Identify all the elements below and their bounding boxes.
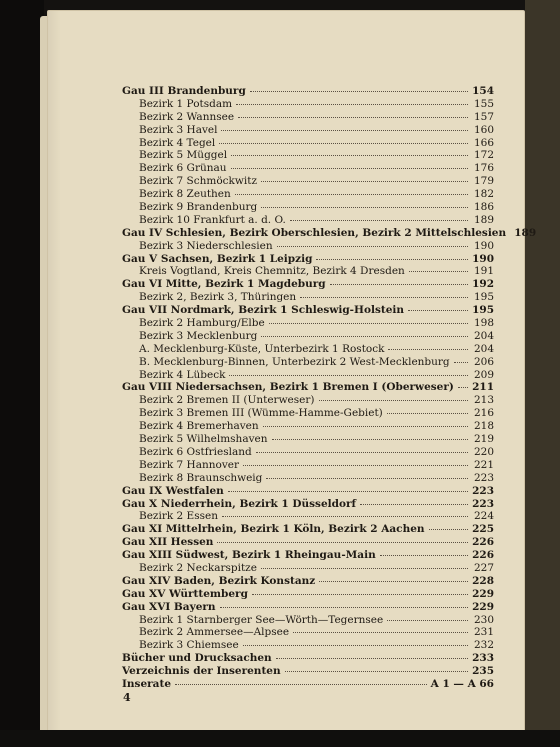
toc-entry-title: Bezirk 2, Bezirk 3, Thüringen <box>139 291 297 304</box>
dot-leader <box>272 438 469 440</box>
toc-entry <box>122 523 494 536</box>
dot-leader <box>221 129 468 131</box>
background-left <box>0 0 44 747</box>
dot-leader <box>458 386 468 388</box>
toc-entry-title: Bezirk 7 Schmöckwitz <box>139 175 258 188</box>
toc-entry-page: 235 <box>472 665 494 678</box>
toc-entry-title: Bezirk 4 Bremerhaven <box>139 420 259 433</box>
toc-entry-page: 233 <box>472 652 494 665</box>
toc-entry <box>122 536 494 549</box>
toc-entry <box>122 394 494 407</box>
toc-entry <box>122 446 494 459</box>
toc-entry <box>122 485 494 498</box>
toc-entry <box>122 330 494 343</box>
dot-leader <box>316 258 468 260</box>
toc-entry <box>122 652 494 665</box>
toc-entry-page: 226 <box>472 549 494 562</box>
toc-entry-title: Gau VII Nordmark, Bezirk 1 Schleswig-Holstein <box>122 304 405 317</box>
toc-entry-title: Gau XVI Bayern <box>122 600 216 613</box>
toc-entry-page: 182 <box>473 188 494 201</box>
toc-entry-title: Gau V Sachsen, Bezirk 1 Leipzig <box>122 252 313 265</box>
toc-entry <box>122 459 494 472</box>
toc-entry-title: Bezirk 1 Potsdam <box>139 97 233 110</box>
toc-entry-page: 232 <box>473 639 494 652</box>
dot-leader <box>231 167 468 169</box>
toc-entry-page: 198 <box>473 317 494 330</box>
toc-entry-page: 231 <box>473 626 494 639</box>
toc-entry <box>122 124 494 137</box>
toc-entry-page: 189 <box>514 226 537 239</box>
toc-entry-title: Bezirk 5 Wilhelmshaven <box>139 433 268 446</box>
dot-leader <box>285 670 468 672</box>
toc-entry-title: B. Mecklenburg-Binnen, Unterbezirk 2 West-Mecklenburg <box>139 355 450 368</box>
dot-leader <box>380 554 468 556</box>
toc-entry-page: 221 <box>473 458 494 471</box>
toc-entry-page: 223 <box>472 484 494 497</box>
toc-entry-title: Bezirk 2 Essen <box>139 510 218 523</box>
toc-entry-title: Gau VIII Niedersachsen, Bezirk 1 Bremen I (Oberweser) <box>122 381 454 394</box>
toc-entry-page: 213 <box>473 394 494 407</box>
background-right <box>525 0 560 747</box>
dot-leader <box>261 180 468 182</box>
page-number: 4 <box>123 691 131 704</box>
dot-leader <box>293 631 468 633</box>
toc-entry-title: Bezirk 2 Neckarspitze <box>139 561 257 574</box>
toc-entry-page: 191 <box>473 265 494 278</box>
toc-entry <box>122 317 494 330</box>
toc-entry <box>122 588 494 601</box>
toc-entry-title: Bezirk 9 Brandenburg <box>139 201 258 214</box>
toc-entry-page: 220 <box>473 445 494 458</box>
toc-entry-title: Bezirk 4 Lübeck <box>139 368 226 381</box>
toc-entry <box>122 343 494 356</box>
dot-leader <box>243 644 468 646</box>
dot-leader <box>229 374 468 376</box>
dot-leader <box>387 619 468 621</box>
toc-entry-page: 154 <box>472 85 494 97</box>
toc-entry-title: Bezirk 6 Grünau <box>139 162 227 175</box>
toc-entry-page: 166 <box>473 136 494 149</box>
toc-entry-title: Gau XIV Baden, Bezirk Konstanz <box>122 574 316 587</box>
toc-entry <box>122 678 494 691</box>
dot-leader <box>290 219 468 221</box>
toc-entry <box>122 304 494 317</box>
toc-entry <box>122 639 494 652</box>
toc-entry-title: Bezirk 3 Havel <box>139 123 218 136</box>
toc-entry-title: Gau XI Mittelrhein, Bezirk 1 Köln, Bezirk 2 Aachen <box>122 523 425 536</box>
dot-leader <box>261 335 468 337</box>
toc-entry <box>122 98 494 111</box>
dot-leader <box>408 309 468 311</box>
toc-entry <box>122 162 494 175</box>
toc-entry-page: 223 <box>473 471 494 484</box>
toc-entry-page: 206 <box>473 355 494 368</box>
toc-entry-page: 190 <box>473 239 494 252</box>
toc-entry-title: Gau IV Schlesien, Bezirk Oberschlesien, Bezirk 2 Mittelschlesien <box>122 226 507 239</box>
toc-entry-title: Bezirk 8 Braunschweig <box>139 471 263 484</box>
toc-entry <box>122 614 494 627</box>
dot-leader <box>388 348 468 350</box>
toc-entry-page: 218 <box>473 420 494 433</box>
dot-leader <box>454 361 468 363</box>
dot-leader <box>235 193 468 195</box>
toc-entry-title: Gau VI Mitte, Bezirk 1 Magdeburg <box>122 278 326 291</box>
toc-entry-page: 219 <box>473 433 494 446</box>
toc-entry <box>122 407 494 420</box>
toc-entry <box>122 433 494 446</box>
dot-leader <box>409 270 468 272</box>
toc-entry-title: Bezirk 2 Wannsee <box>139 110 235 123</box>
dot-leader <box>360 503 468 505</box>
toc-entry <box>122 381 494 394</box>
toc-entry-page: 209 <box>473 368 494 381</box>
dot-leader <box>217 541 468 543</box>
toc-entry-page: 204 <box>473 342 494 355</box>
toc-entry-page: 228 <box>472 574 494 587</box>
toc-entry-title: A. Mecklenburg-Küste, Unterbezirk 1 Rostock <box>139 342 385 355</box>
toc-entry-title: Bezirk 2 Ammersee—Alpsee <box>139 626 290 639</box>
toc-entry-page: 230 <box>473 613 494 626</box>
toc-entry <box>122 265 494 278</box>
toc-entry <box>122 369 494 382</box>
toc-entry <box>122 201 494 214</box>
toc-entry-page: 157 <box>473 110 494 123</box>
toc-entry-title: Bezirk 7 Hannover <box>139 458 239 471</box>
toc-entry <box>122 253 494 266</box>
toc-entry-title: Gau X Niederrhein, Bezirk 1 Düsseldorf <box>122 497 357 510</box>
toc-entry-page: 189 <box>473 213 494 226</box>
toc-entry <box>122 214 494 227</box>
toc-entry <box>122 291 494 304</box>
toc-entry <box>122 626 494 639</box>
toc-entry <box>122 472 494 485</box>
toc-entry-page: 225 <box>472 523 494 536</box>
toc-entry <box>122 665 494 678</box>
dot-leader <box>319 399 469 401</box>
toc-entry <box>122 149 494 162</box>
toc-entry <box>122 240 494 253</box>
toc-entry-page: 226 <box>472 536 494 549</box>
toc-entry <box>122 601 494 614</box>
toc-entry-title: Bezirk 3 Niederschlesien <box>139 239 273 252</box>
toc-entry <box>122 278 494 291</box>
dot-leader <box>276 657 468 659</box>
toc-entry <box>122 226 537 240</box>
dot-leader <box>300 296 468 298</box>
table-of-contents <box>122 85 537 691</box>
toc-entry-page: 172 <box>473 149 494 162</box>
toc-entry <box>122 111 494 124</box>
background-bottom <box>0 730 560 747</box>
toc-entry-page: 195 <box>472 304 494 317</box>
toc-entry-page: 229 <box>472 587 494 600</box>
toc-entry-page: 223 <box>472 497 494 510</box>
toc-entry-title: Bezirk 2 Hamburg/Elbe <box>139 317 265 330</box>
toc-entry-page: A 1 — A 66 <box>430 677 494 690</box>
dot-leader <box>219 142 468 144</box>
dot-leader <box>269 322 468 324</box>
toc-entry <box>122 420 494 433</box>
dot-leader <box>263 425 468 427</box>
toc-entry-page: 186 <box>473 201 494 214</box>
dot-leader <box>222 515 468 517</box>
toc-entry <box>122 562 494 575</box>
toc-entry-title: Gau XII Hessen <box>122 536 214 549</box>
toc-entry-page: 227 <box>473 561 494 574</box>
toc-entry-page: 211 <box>472 381 494 394</box>
toc-entry-title: Bezirk 5 Müggel <box>139 149 228 162</box>
dot-leader <box>236 103 468 105</box>
toc-entry <box>122 549 494 562</box>
toc-entry-page: 204 <box>473 329 494 342</box>
dot-leader <box>252 593 468 595</box>
toc-entry-title: Gau IX Westfalen <box>122 484 224 497</box>
dot-leader <box>175 683 427 685</box>
toc-entry-page: 195 <box>473 291 494 304</box>
toc-entry-page: 176 <box>473 162 494 175</box>
toc-entry-title: Kreis Vogtland, Kreis Chemnitz, Bezirk 4 Dresden <box>139 265 405 278</box>
toc-entry-page: 155 <box>473 97 494 110</box>
dot-leader <box>277 245 468 247</box>
toc-entry-title: Bezirk 3 Chiemsee <box>139 639 239 652</box>
dot-leader <box>250 90 468 92</box>
toc-entry-title: Bezirk 3 Mecklenburg <box>139 329 258 342</box>
toc-entry <box>122 188 494 201</box>
dot-leader <box>228 490 468 492</box>
dot-leader <box>319 580 468 582</box>
toc-entry <box>122 85 494 98</box>
toc-entry-title: Gau XIII Südwest, Bezirk 1 Rheingau-Main <box>122 549 376 562</box>
dot-leader <box>238 116 468 118</box>
dot-leader <box>330 283 468 285</box>
toc-entry-page: 192 <box>472 278 494 291</box>
dot-leader <box>243 464 468 466</box>
toc-entry-title: Bücher und Drucksachen <box>122 652 272 665</box>
dot-leader <box>231 154 468 156</box>
toc-entry-page: 229 <box>472 600 494 613</box>
toc-entry-title: Bezirk 1 Starnberger See—Wörth—Tegernsee <box>139 613 384 626</box>
toc-entry-title: Gau III Brandenburg <box>122 85 246 97</box>
toc-entry-title: Verzeichnis der Inserenten <box>122 665 281 678</box>
toc-entry <box>122 498 494 511</box>
toc-entry-title: Gau XV Württemberg <box>122 587 248 600</box>
toc-entry-title: Bezirk 2 Bremen II (Unterweser) <box>139 394 315 407</box>
toc-entry-title: Bezirk 3 Bremen III (Wümme-Hamme-Gebiet) <box>139 407 383 420</box>
dot-leader <box>266 477 468 479</box>
dot-leader <box>256 451 468 453</box>
dot-leader <box>429 528 468 530</box>
toc-entry-page: 216 <box>473 407 494 420</box>
toc-entry-page: 179 <box>473 175 494 188</box>
dot-leader <box>387 412 468 414</box>
toc-entry-page: 190 <box>472 252 494 265</box>
dot-leader <box>220 606 468 608</box>
dot-leader <box>261 567 468 569</box>
toc-entry-page: 160 <box>473 123 494 136</box>
toc-entry-title: Bezirk 10 Frankfurt a. d. O. <box>139 213 286 226</box>
toc-entry-page: 224 <box>473 510 494 523</box>
toc-entry <box>122 137 494 150</box>
toc-entry <box>122 510 494 523</box>
toc-entry-title: Inserate <box>122 677 172 690</box>
toc-entry <box>122 175 494 188</box>
toc-entry-title: Bezirk 4 Tegel <box>139 136 216 149</box>
toc-entry-title: Bezirk 6 Ostfriesland <box>139 445 252 458</box>
toc-entry-title: Bezirk 8 Zeuthen <box>139 188 231 201</box>
dot-leader <box>261 206 468 208</box>
toc-entry <box>122 356 494 369</box>
toc-entry <box>122 575 494 588</box>
